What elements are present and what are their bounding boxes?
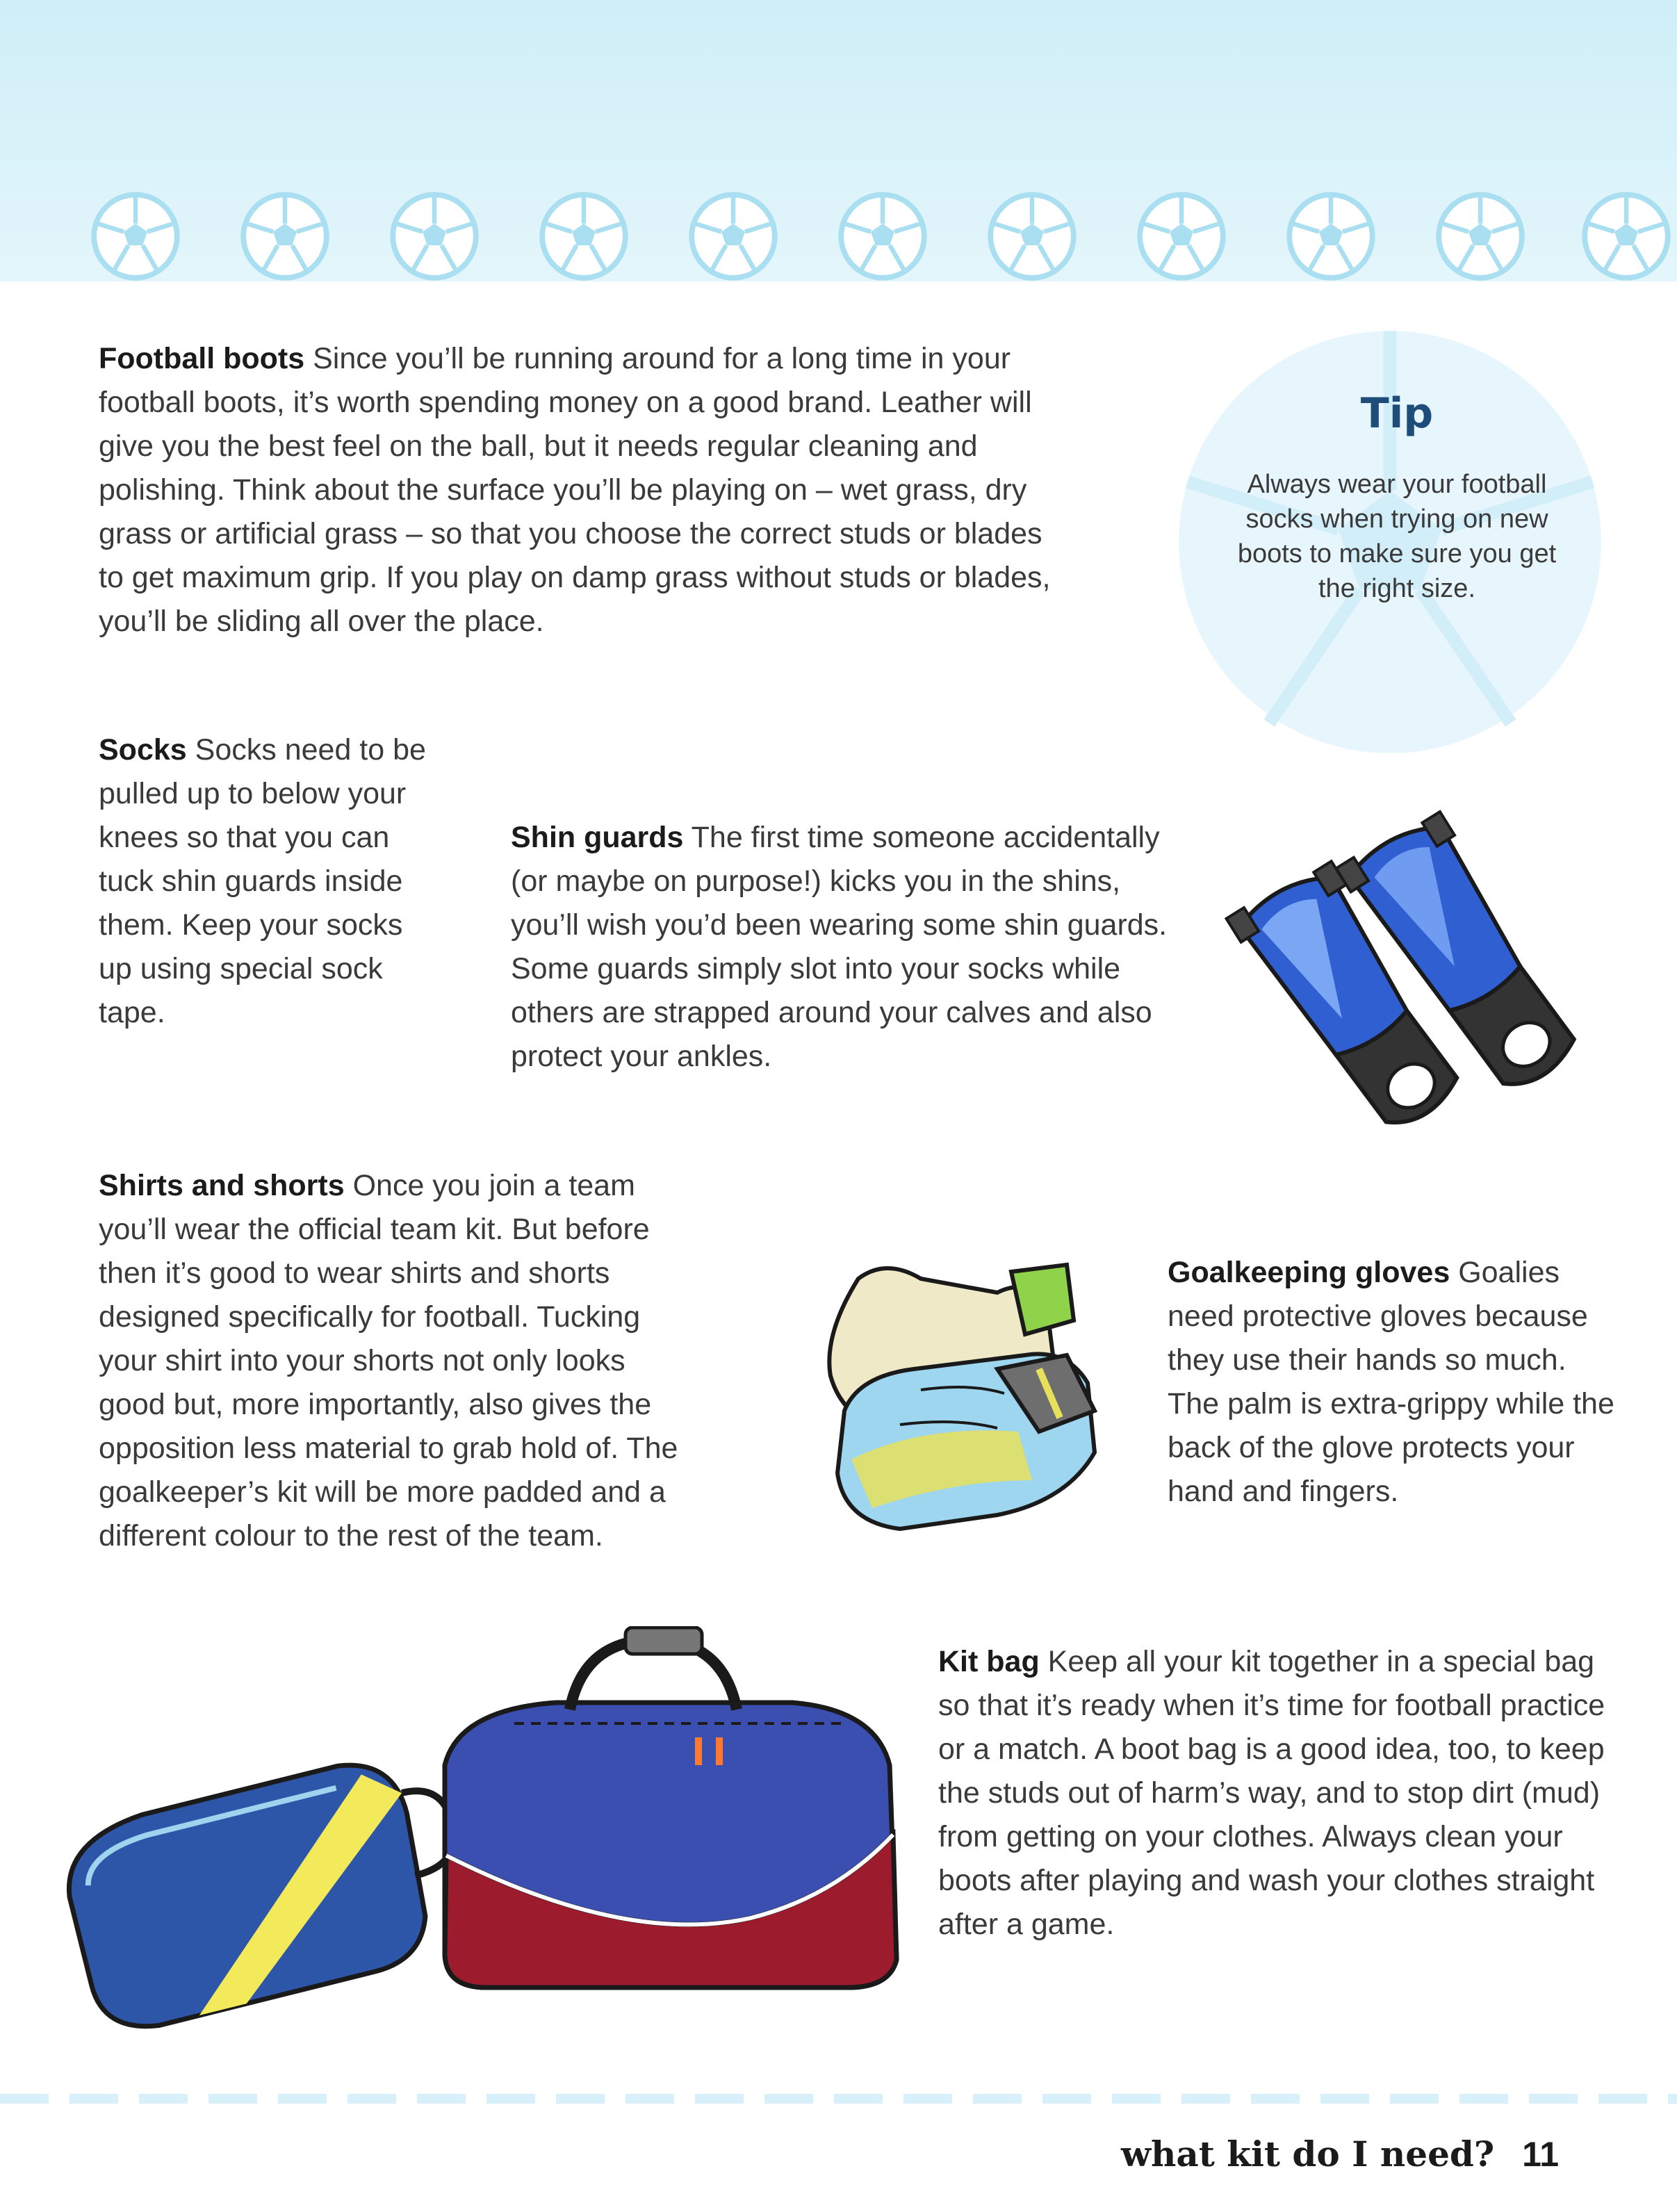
football-icon xyxy=(1136,191,1227,281)
tip-title: Tip xyxy=(1360,389,1434,438)
shin-guards-paragraph xyxy=(511,816,1192,1079)
goalkeeping-gloves-text: Goalies need protective gloves because they use their hands so much. The palm is extra-grippy while the back of the glove protects your hand and fingers. xyxy=(1168,1256,1614,1508)
football-pattern-row xyxy=(0,191,1677,281)
football-icon xyxy=(539,191,629,281)
kit-bag-text: Keep all your kit together in a special bag so that it’s ready when it’s time for football practice or a match. A boot bag is a good idea, too, to keep the studs out of harm’s way, and to stop dirt (mud) from getting on your clothes. Always clean your boots after playing and wash your clothes straight after a game. xyxy=(938,1645,1605,1941)
goalkeeping-gloves-illustration xyxy=(817,1251,1143,1550)
page-footer xyxy=(1121,2133,1559,2174)
goalkeeping-gloves-paragraph xyxy=(1168,1251,1619,1514)
kit-bag-heading: Kit bag xyxy=(938,1645,1040,1678)
football-icon xyxy=(837,191,928,281)
football-icon xyxy=(90,191,181,281)
football-icon xyxy=(240,191,330,281)
socks-paragraph xyxy=(99,728,432,1035)
football-icon xyxy=(389,191,480,281)
socks-heading: Socks xyxy=(99,733,187,767)
decorative-dashed-divider xyxy=(0,2092,1677,2106)
football-icon xyxy=(1581,191,1671,281)
shirts-shorts-text: Once you join a team you’ll wear the official team kit. But before then it’s good to wear shirts and shorts designed specifically for football. Tucking your shirt into your shorts not only looks good but, more importantly, also gives the opposition less material to grab hold of. The goalkeeper’s kit will be more padded and a different colour to the rest of the team. xyxy=(99,1169,678,1553)
football-icon xyxy=(1286,191,1376,281)
tip-text: Always wear your football socks when trying on new boots to make sure you get the right size. xyxy=(1237,470,1557,603)
football-icon xyxy=(1435,191,1525,281)
kit-bag-paragraph xyxy=(938,1640,1619,1947)
shin-guards-heading: Shin guards xyxy=(511,821,684,854)
shin-guards-illustration xyxy=(1202,785,1619,1154)
shirts-shorts-heading: Shirts and shorts xyxy=(99,1169,345,1202)
footer-title: what kit do I need? xyxy=(1120,2133,1495,2174)
shirts-shorts-paragraph xyxy=(99,1164,682,1558)
page-number: 11 xyxy=(1522,2135,1559,2174)
football-boots-paragraph xyxy=(99,337,1072,644)
football-boots-heading: Football boots xyxy=(99,342,305,375)
goalkeeping-gloves-heading: Goalkeeping gloves xyxy=(1168,1256,1450,1289)
shin-guards-text: The first time someone accidentally (or maybe on purpose!) kicks you in the shins, you’ll wish you’d been wearing some shin guards. Some guards simply slot into your socks while others are strapped around your calves and also protect your ankles. xyxy=(511,821,1168,1073)
football-boots-text: Since you’ll be running around for a long time in your football boots, it’s worth spending money on a good brand. Leather will give you the best feel on the ball, but it needs regular cleaning and polishing. Think about the surface you’ll be playing on – wet grass, dry grass or artificial grass – so that you choose the correct studs or blades to get maximum grip. If you play on damp grass without studs or blades, you’ll be sliding all over the place. xyxy=(99,342,1051,638)
football-icon xyxy=(987,191,1077,281)
kit-bags-illustration xyxy=(56,1626,931,2029)
socks-text: Socks need to be pulled up to below your knees so that you can tuck shin guards inside them. Keep your socks up using special sock tape. xyxy=(99,733,426,1029)
football-icon xyxy=(688,191,778,281)
